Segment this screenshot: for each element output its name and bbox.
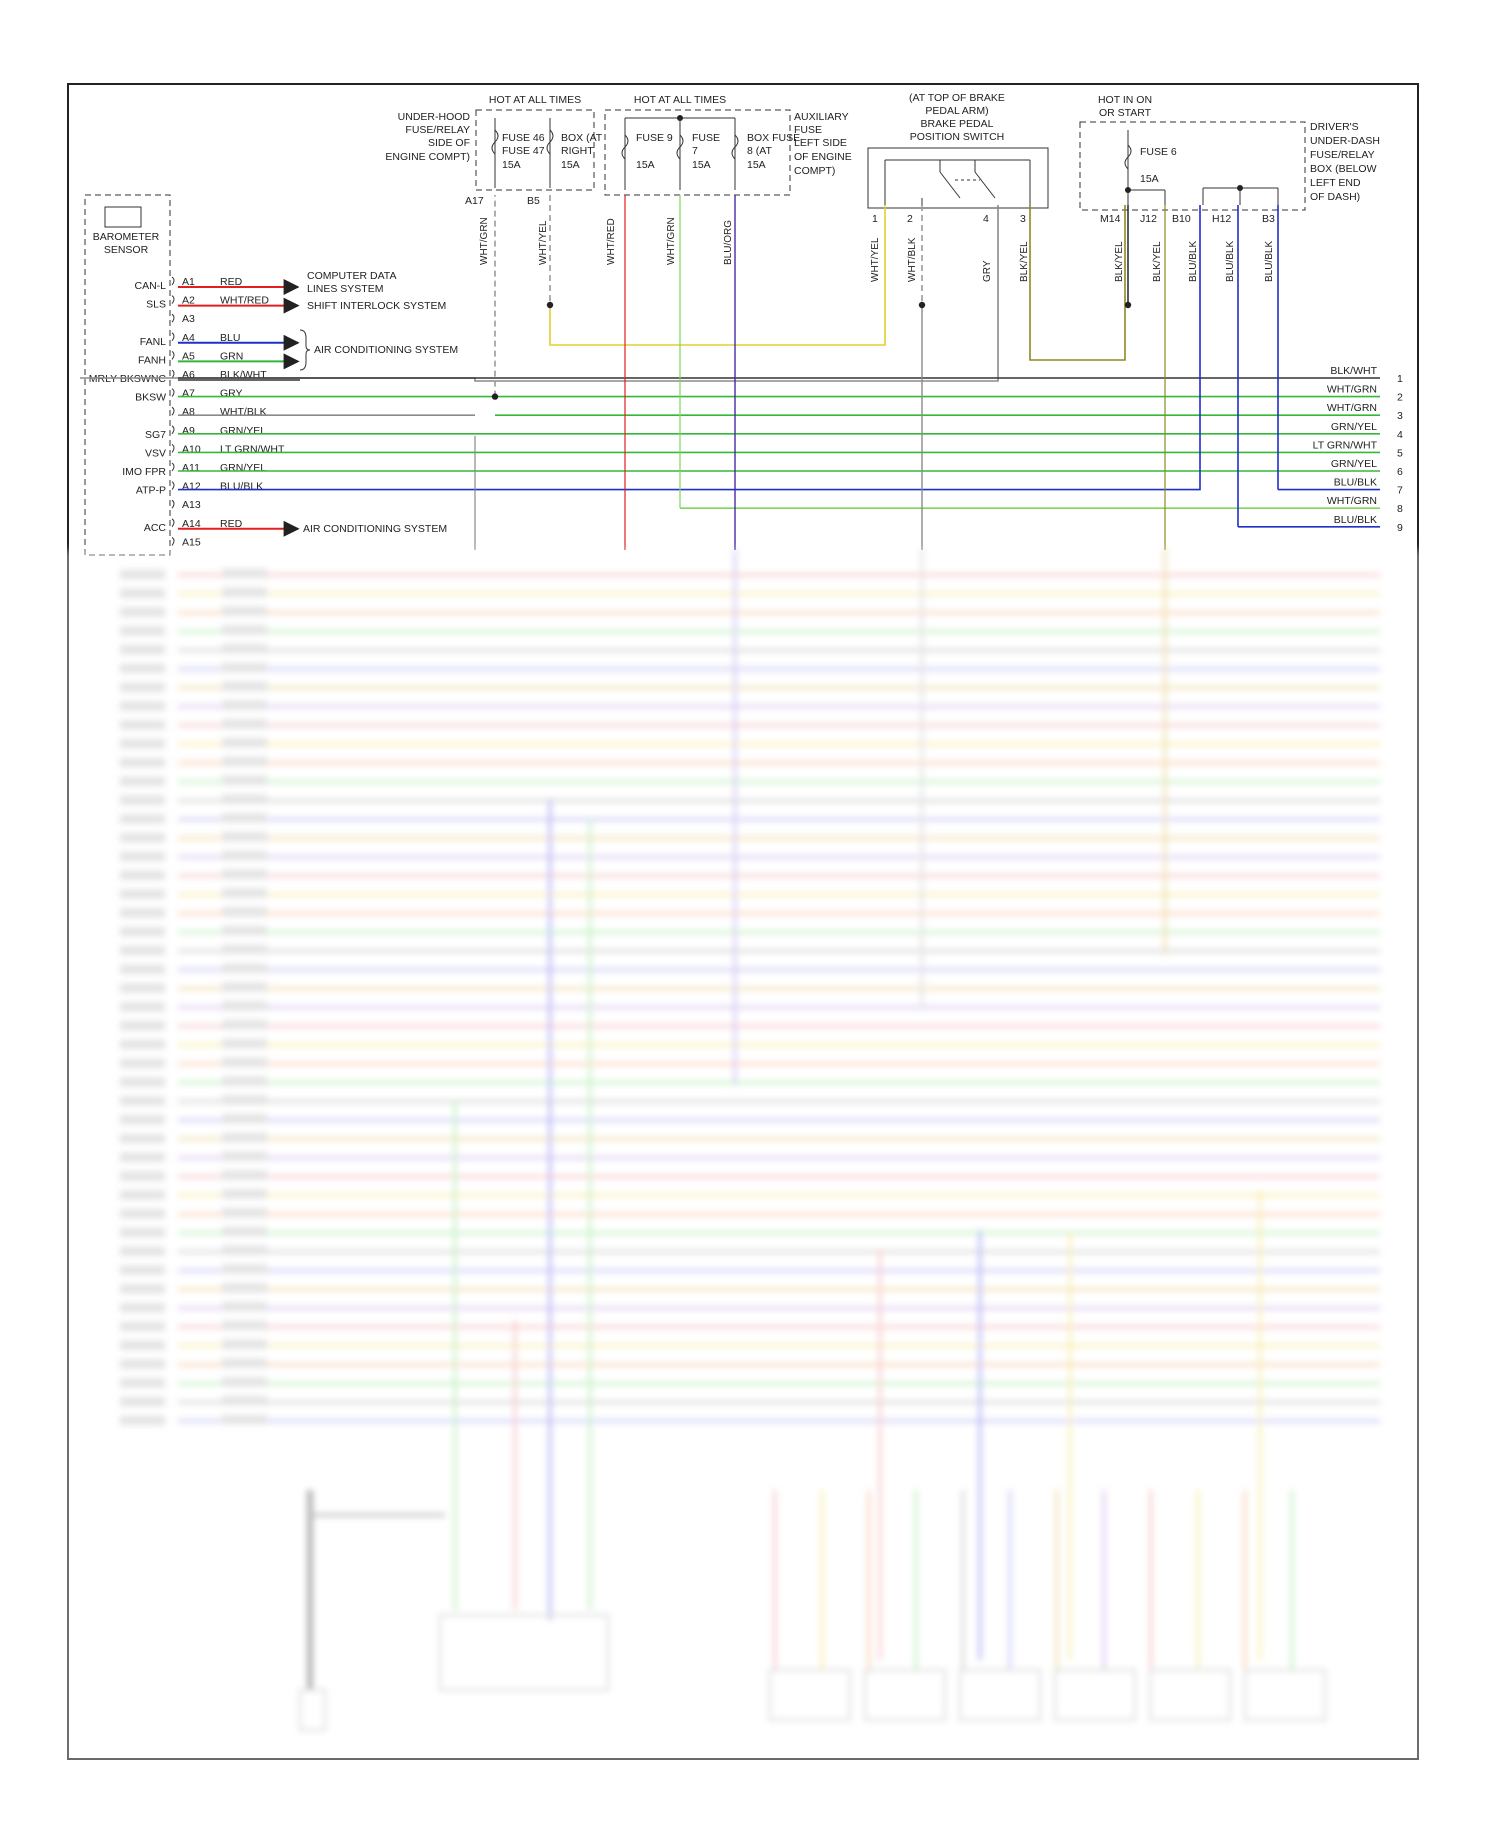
fuse-amps-c: 15A	[636, 159, 655, 171]
right-wire-label: WHT/GRN	[1326, 495, 1377, 508]
pin-bracket	[172, 482, 174, 490]
computer-data-label-1: COMPUTER DATA	[307, 270, 397, 282]
barometer-label-1: BAROMETER	[92, 231, 160, 243]
vertical-wire-label: WHT/GRN	[479, 217, 490, 265]
right-terminal-number: 9	[1397, 521, 1403, 534]
aux-box-label-3: LEFT SIDE	[794, 137, 847, 149]
brake-switch-label-1: (AT TOP OF BRAKE	[909, 92, 1005, 104]
connector-b5: B5	[527, 195, 540, 207]
right-wire-label: WHT/GRN	[1326, 383, 1377, 396]
ecm-pin-label: A15	[182, 536, 201, 549]
dash-box-label-4: BOX (BELOW	[1310, 163, 1377, 175]
dash-box-label-5: LEFT END	[1310, 177, 1361, 189]
underhood-box-label-2: FUSE/RELAY	[405, 124, 470, 136]
pin-bracket	[172, 333, 174, 341]
dash-box-label-2: UNDER-DASH	[1310, 135, 1381, 147]
ecm-signal-label: VSV	[144, 447, 166, 460]
ecm-wire-label: RED	[220, 276, 243, 288]
vertical-wire-label: BLU/BLK	[1264, 240, 1275, 282]
hot-at-all-times-label-2: HOT AT ALL TIMES	[633, 94, 727, 106]
pin-bracket	[172, 296, 174, 304]
top-section	[80, 92, 1403, 555]
dash-box-label-3: FUSE/RELAY	[1310, 149, 1375, 161]
ecm-signal-label: FANL	[139, 335, 166, 348]
fuse8-label: 8 (AT	[747, 145, 772, 157]
ecm-signal-label: IMO FPR	[122, 466, 166, 478]
right-terminal-number: 6	[1397, 466, 1403, 478]
pin-bracket	[172, 500, 174, 508]
aux-box-label-5: COMPT)	[794, 165, 836, 177]
vertical-wire-label: WHT/RED	[606, 218, 617, 265]
brake-switch-label-2: PEDAL ARM)	[925, 105, 989, 117]
fuse46-label: FUSE 46	[502, 132, 545, 144]
brake-pin-3: 3	[1020, 213, 1026, 225]
ecm-pin-label: A2	[182, 294, 195, 307]
right-wire-label: BLU/BLK	[1333, 476, 1377, 489]
brake-pin-1: 1	[872, 213, 878, 225]
ecm-pin-label: A8	[182, 406, 195, 419]
right-wire-label: BLU/BLK	[1333, 513, 1377, 526]
brake-switch-label-3: BRAKE PEDAL	[920, 118, 994, 130]
underhood-box-label-1: UNDER-HOOD	[397, 111, 470, 123]
fuse-label: FUSE	[692, 132, 721, 144]
right-terminal-number: 7	[1397, 484, 1403, 497]
ecm-wire-label: BLU	[220, 331, 241, 344]
fuse-amps-d: 15A	[692, 159, 711, 171]
pin-bracket	[172, 463, 174, 471]
ecm-wire-label: GRN/YEL	[220, 462, 267, 474]
ecm-wire-label: GRN	[220, 350, 244, 363]
vertical-wire-label: WHT/YEL	[538, 220, 549, 265]
fuse6-label: FUSE 6	[1140, 146, 1177, 158]
connector-b3: B3	[1262, 213, 1275, 225]
hot-at-all-times-label-1: HOT AT ALL TIMES	[488, 94, 582, 106]
brake-switch-box	[868, 148, 1048, 208]
connector-m14: M14	[1100, 213, 1121, 225]
ecm-signal-label: BKSW	[135, 391, 166, 404]
lower-section-blurred	[120, 550, 1380, 1730]
vertical-wire-label: BLK/YEL	[1114, 241, 1125, 282]
pin-bracket	[172, 370, 174, 378]
splice-dot	[919, 302, 925, 308]
ecm-signal-label: FANH	[137, 354, 166, 367]
ac-system-label-1: AIR CONDITIONING SYSTEM	[314, 344, 459, 356]
vertical-wire-label: GRY	[982, 260, 993, 282]
ecm-pin-label: A6	[182, 369, 195, 381]
ecm-pin-label: A1	[182, 276, 195, 288]
ecm-wire-label: WHT/RED	[220, 294, 269, 307]
dash-fuse-box	[1080, 122, 1305, 210]
ecm-signal-label: ACC	[143, 521, 166, 534]
pin-bracket	[172, 519, 174, 527]
right-wire-label: GRN/YEL	[1330, 420, 1377, 433]
ecm-wire-label: GRY	[220, 387, 243, 400]
ecm-pin-label: A14	[182, 517, 201, 530]
ecm-signal-label: SLS	[146, 298, 166, 311]
fuse-amps-e: 15A	[747, 159, 766, 171]
vertical-wire-label: BLU/BLK	[1225, 240, 1236, 282]
dash-box-label-1: DRIVER'S	[1310, 121, 1359, 133]
fuse47-label: FUSE 47	[502, 145, 545, 157]
aux-box-label-4: OF ENGINE	[794, 151, 852, 163]
fuse9-label: FUSE 9	[636, 132, 673, 144]
pin-bracket	[172, 277, 174, 285]
ecm-pin-label: A4	[182, 331, 195, 344]
ecm-wire-label: RED	[220, 517, 243, 530]
connector-a17: A17	[465, 195, 484, 207]
pin-bracket	[172, 389, 174, 397]
pin-bracket	[172, 314, 174, 322]
right-label: RIGHT	[561, 145, 594, 157]
computer-data-label-2: LINES SYSTEM	[307, 283, 384, 295]
vertical-wire-label: WHT/GRN	[666, 217, 677, 265]
splice-dot	[1125, 302, 1131, 308]
ecm-pin-label: A11	[182, 462, 200, 474]
ecm-pin-label: A3	[182, 313, 195, 326]
vertical-wire-label: WHT/BLK	[907, 237, 918, 282]
ecm-pin-label: A9	[182, 424, 195, 437]
right-wire-label: GRN/YEL	[1330, 458, 1377, 470]
fuse7-label: 7	[692, 145, 698, 157]
connector-j12: J12	[1140, 213, 1157, 225]
pin-bracket	[172, 537, 174, 545]
ecm-pin-rows	[89, 276, 285, 548]
ecm-pin-label: A7	[182, 387, 195, 400]
hot-in-on-label-2: OR START	[1098, 107, 1152, 119]
shift-interlock-label: SHIFT INTERLOCK SYSTEM	[307, 300, 447, 312]
right-wire-label: BLK/WHT	[1330, 365, 1377, 377]
fuse-amps-a: 15A	[502, 159, 521, 171]
vertical-wire-label: BLU/BLK	[1188, 240, 1199, 282]
box-fuse-label: BOX FUSE	[747, 132, 801, 144]
aux-box-label-1: AUXILIARY	[794, 111, 849, 123]
fuse-amps-f: 15A	[1140, 173, 1159, 185]
vertical-wire-label: WHT/YEL	[870, 237, 881, 282]
ecm-wire-label: LT GRN/WHT	[220, 443, 285, 456]
fuse-amps-b: 15A	[561, 159, 580, 171]
right-wire-label: WHT/GRN	[1326, 402, 1377, 415]
diagram-frame	[68, 84, 1418, 1759]
brake-pin-4: 4	[983, 213, 989, 225]
box-at-label: BOX (AT	[561, 132, 603, 144]
connector-b10: B10	[1172, 213, 1191, 225]
vertical-wire-labels	[479, 217, 1275, 282]
right-terminal-number: 4	[1397, 428, 1403, 441]
aux-box-label-2: FUSE	[794, 124, 823, 136]
right-terminal-number: 2	[1397, 391, 1403, 404]
ecm-signal-label: MRLY BKSWNC	[88, 373, 166, 385]
right-wire-label: LT GRN/WHT	[1312, 439, 1377, 452]
ecm-pin-label: A12	[182, 480, 201, 493]
right-terminal-number: 5	[1397, 447, 1403, 460]
vertical-wire-label: BLK/YEL	[1019, 241, 1030, 282]
splice-dot	[492, 393, 498, 399]
ac-system-label-2: AIR CONDITIONING SYSTEM	[303, 523, 448, 535]
underhood-box-label-3: SIDE OF	[427, 137, 470, 149]
ecm-pin-label: A10	[182, 443, 201, 456]
right-terminal-number: 1	[1397, 373, 1403, 385]
hot-in-on-label-1: HOT IN ON	[1097, 94, 1153, 106]
ecm-wire-label: WHT/BLK	[220, 406, 267, 419]
splice-dot	[547, 302, 553, 308]
ecm-pin-label: A13	[182, 499, 201, 512]
wire-segment	[1030, 205, 1125, 360]
vertical-wire-label: BLK/YEL	[1152, 241, 1163, 282]
ecm-wire-label: BLU/BLK	[220, 480, 264, 493]
barometer-sensor-icon	[105, 207, 141, 227]
pin-bracket	[172, 407, 174, 415]
ecm-signal-label: ATP-P	[135, 484, 166, 497]
ecm-wire-label: BLK/WHT	[220, 369, 267, 381]
pin-bracket	[172, 351, 174, 359]
right-terminal-number: 3	[1397, 410, 1403, 423]
pin-bracket	[172, 444, 174, 452]
underhood-box-label-4: ENGINE COMPT)	[385, 151, 470, 163]
pin-bracket	[172, 426, 174, 434]
dash-box-label-6: OF DASH)	[1310, 191, 1361, 203]
ecm-pin-label: A5	[182, 350, 195, 363]
brake-pin-2: 2	[907, 213, 913, 225]
vertical-wire-label: BLU/ORG	[723, 219, 734, 265]
ecm-signal-label: CAN-L	[134, 280, 166, 292]
right-terminal-number: 8	[1397, 503, 1403, 516]
brake-switch-label-4: POSITION SWITCH	[909, 131, 1005, 143]
connector-h12: H12	[1212, 213, 1232, 225]
wire-segment	[550, 205, 885, 345]
barometer-label-2: SENSOR	[103, 244, 149, 256]
ac-brace	[300, 330, 310, 370]
ecm-signal-label: SG7	[144, 428, 166, 441]
ecm-wire-label: GRN/YEL	[220, 424, 267, 437]
